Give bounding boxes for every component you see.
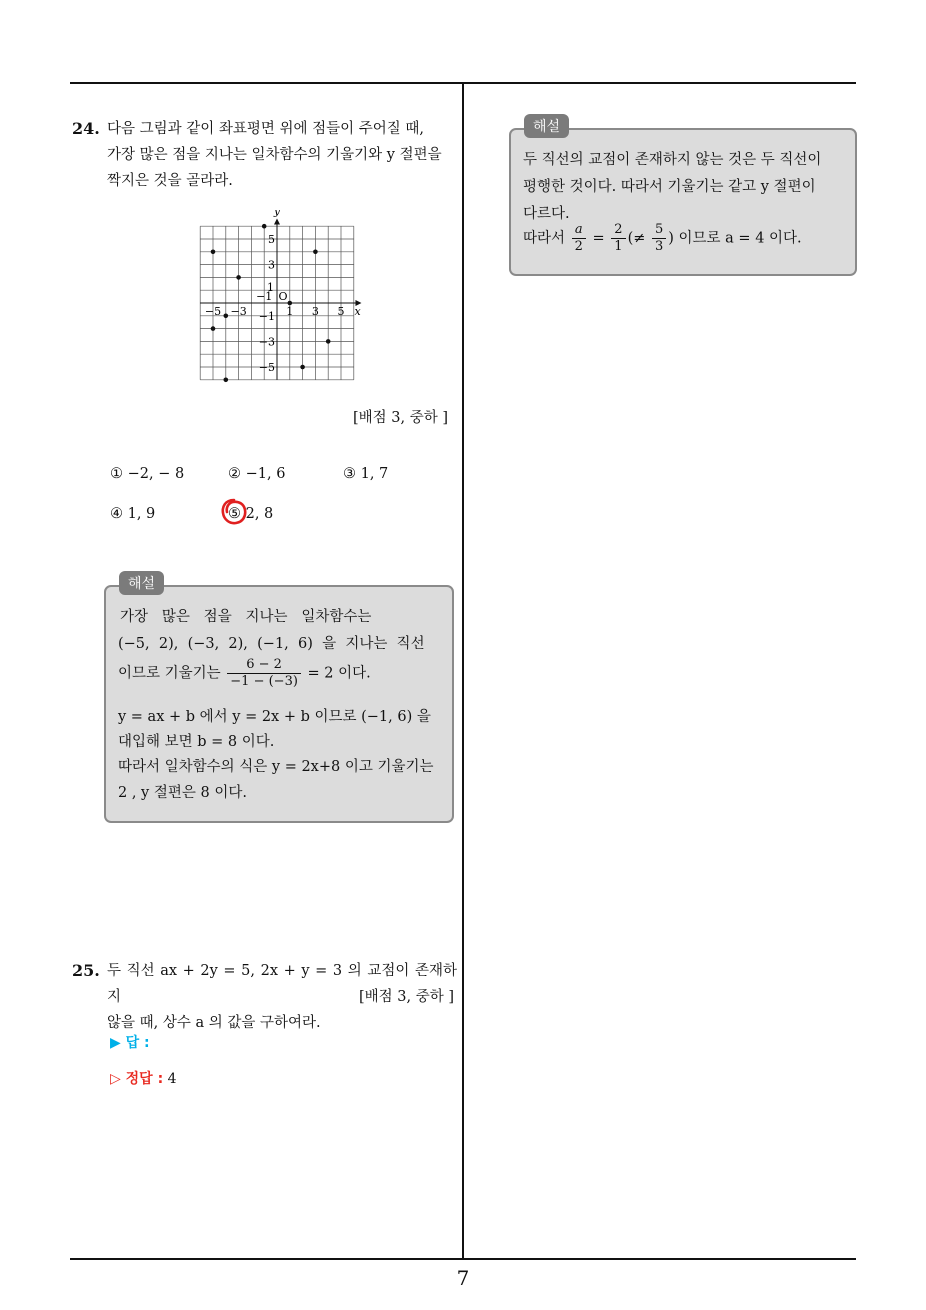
data-point bbox=[211, 326, 216, 331]
origin-label: O bbox=[278, 290, 288, 303]
graph-labels bbox=[205, 210, 362, 374]
question-24 bbox=[72, 116, 457, 196]
y-tick-label: 1 bbox=[267, 281, 274, 295]
choice-2[interactable]: ② −1, 6 bbox=[228, 466, 286, 482]
explanation-line: 대입해 보면 b = 8 이다. bbox=[118, 734, 275, 750]
fraction-denominator: −1 − (−3) bbox=[230, 674, 298, 689]
explanation-text: = 2 이다. bbox=[307, 665, 371, 682]
x-tick-label: 1 bbox=[286, 305, 294, 318]
explanation-tab: 해설 bbox=[524, 114, 569, 138]
y-tick-label: −5 bbox=[258, 361, 275, 374]
explanation-line: 평행한 것이다. 따라서 기울기는 같고 y 절편이 bbox=[523, 179, 816, 195]
fraction-denominator: 2 bbox=[574, 239, 583, 254]
explanation-line: 2 , y 절편은 8 이다. bbox=[118, 785, 247, 801]
x-tick-label: −5 bbox=[204, 305, 222, 318]
column-divider bbox=[462, 83, 464, 1258]
correct-answer-row bbox=[110, 1068, 177, 1088]
not-equal-sign: (≠ bbox=[627, 230, 646, 247]
correct-answer-label: ▷ 정답 : bbox=[110, 1071, 164, 1087]
choice-3[interactable]: ③ 1, 7 bbox=[343, 466, 389, 482]
question-text-line: 않을 때, 상수 a 의 값을 구하여라. bbox=[107, 1015, 321, 1031]
y-axis-label: y bbox=[273, 210, 281, 218]
explanation-text: 이므로 기울기는 bbox=[118, 665, 221, 682]
fraction-numerator: a bbox=[572, 222, 586, 239]
choice-5[interactable]: ⑤ 2, 8 bbox=[228, 506, 274, 522]
fraction-5-over-3 bbox=[652, 222, 666, 255]
x-axis-label: x bbox=[354, 305, 361, 318]
data-point bbox=[224, 378, 229, 383]
answer-label: ▶ 답 : bbox=[110, 1035, 150, 1051]
score-label: [배점 3, 중하 ] bbox=[358, 989, 454, 1005]
explanation-box-25 bbox=[509, 119, 857, 276]
answer-input-row[interactable] bbox=[110, 1032, 150, 1052]
explanation-line: 두 직선의 교점이 존재하지 않는 것은 두 직선이 bbox=[523, 152, 822, 168]
explanation-line: 따라서 일차함수의 식은 y = 2x+8 이고 기울기는 bbox=[118, 759, 434, 775]
x-tick-label: −3 bbox=[230, 305, 247, 318]
explanation-box-24 bbox=[104, 576, 454, 823]
explanation-line-condition bbox=[523, 222, 802, 255]
slope-fraction bbox=[227, 657, 301, 690]
y-axis-arrow-icon bbox=[274, 219, 280, 225]
explanation-tab: 해설 bbox=[119, 571, 164, 595]
x-tick-label: −1 bbox=[256, 290, 273, 303]
explanation-line: y = ax + b 에서 y = 2x + b 이므로 (−1, 6) 을 bbox=[118, 709, 431, 725]
y-tick-label: −3 bbox=[258, 335, 275, 349]
answer-check-mark-icon bbox=[219, 497, 249, 527]
fraction-denominator: 1 bbox=[614, 239, 623, 254]
fraction-numerator: 6 − 2 bbox=[227, 657, 301, 674]
fraction-2-over-1 bbox=[611, 222, 625, 255]
fraction-denominator: 3 bbox=[655, 239, 664, 254]
score-label: [배점 3, 중하 ] bbox=[352, 410, 448, 426]
question-number: 25. bbox=[72, 961, 100, 980]
equals-sign: = bbox=[592, 230, 605, 247]
question-text-line: 다음 그림과 같이 좌표평면 위에 점들이 주어질 때, bbox=[107, 121, 425, 137]
question-text-line: 두 직선 ax + 2y = 5, 2x + y = 3 의 교점이 존재하지 bbox=[107, 963, 457, 1005]
explanation-line: 다르다. bbox=[523, 206, 570, 222]
data-point bbox=[211, 250, 216, 255]
choice-1[interactable]: ① −2, − 8 bbox=[110, 466, 185, 482]
correct-answer-value: 4 bbox=[167, 1071, 177, 1087]
fraction-numerator: 2 bbox=[611, 222, 625, 239]
data-point bbox=[326, 339, 331, 344]
question-number: 24. bbox=[72, 119, 100, 138]
x-tick-label: 3 bbox=[311, 305, 319, 318]
bottom-rule bbox=[70, 1258, 856, 1260]
y-tick-label: −1 bbox=[258, 309, 275, 323]
x-tick-label: 5 bbox=[337, 305, 345, 318]
data-point bbox=[288, 301, 293, 306]
page-number: 7 bbox=[456, 1266, 470, 1290]
explanation-line: (−5, 2), (−3, 2), (−1, 6) 을 지나는 직선 bbox=[118, 636, 425, 652]
explanation-text: ) 이므로 a = 4 이다. bbox=[668, 230, 802, 247]
data-point bbox=[262, 224, 267, 229]
question-text-line: 가장 많은 점을 지나는 일차함수의 기울기와 y 절편을 bbox=[107, 147, 442, 163]
explanation-line: 가장 많은 점을 지나는 일차함수는 bbox=[120, 609, 372, 625]
data-point bbox=[300, 365, 305, 370]
data-point bbox=[236, 275, 241, 280]
graph-svg bbox=[196, 210, 366, 386]
question-text-line: 짝지은 것을 골라라. bbox=[107, 173, 233, 189]
fraction-a-over-2 bbox=[572, 222, 586, 255]
fraction-numerator: 5 bbox=[652, 222, 666, 239]
data-point bbox=[313, 250, 318, 255]
y-tick-label: 5 bbox=[268, 233, 275, 246]
explanation-line-slope bbox=[118, 657, 371, 690]
explanation-text: 따라서 bbox=[523, 230, 566, 247]
choice-4[interactable]: ④ 1, 9 bbox=[110, 506, 156, 522]
coordinate-plane-graph bbox=[196, 210, 366, 390]
data-point bbox=[224, 314, 229, 319]
y-tick-label: 3 bbox=[268, 258, 275, 272]
